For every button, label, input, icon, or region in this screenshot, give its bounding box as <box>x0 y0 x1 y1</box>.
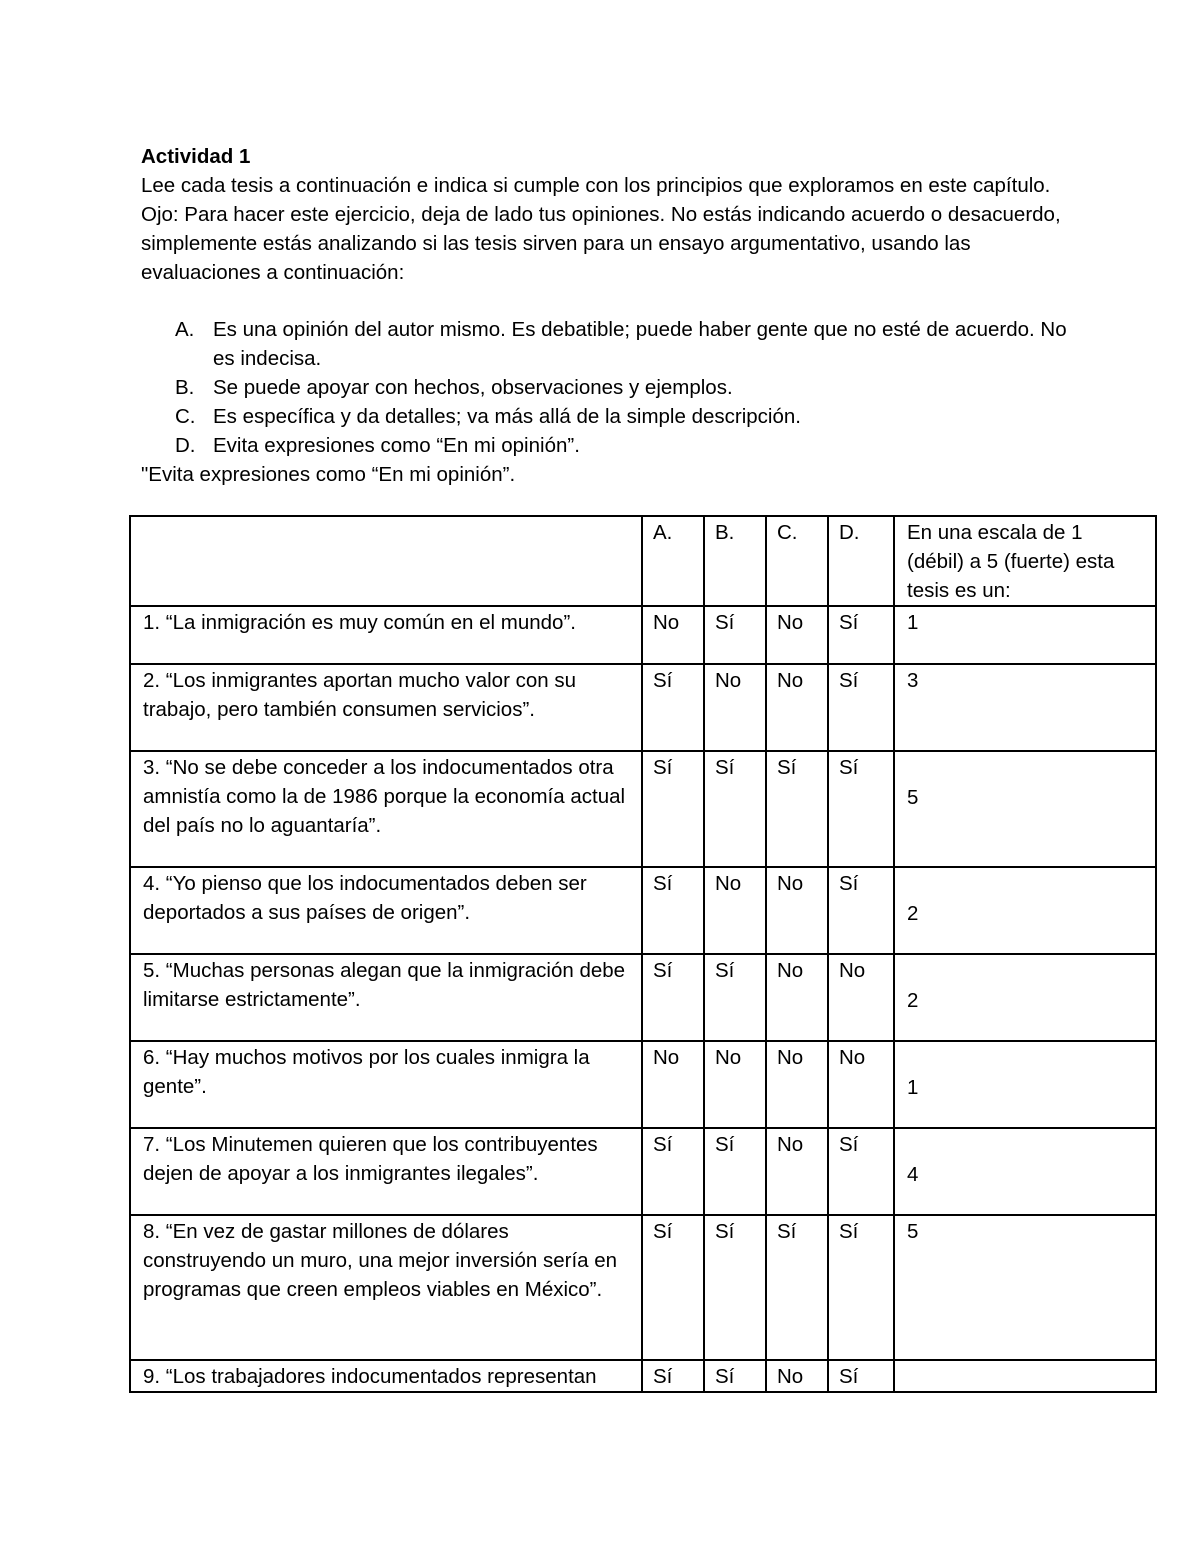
header-cell-a: A. <box>642 516 704 606</box>
thesis-cell: 6. “Hay muchos motivos por los cuales inmigra la gente”. <box>130 1041 642 1128</box>
answer-c-cell: No <box>766 954 828 1041</box>
answer-c-cell: No <box>766 1128 828 1215</box>
criteria-letter: D. <box>175 434 196 457</box>
answer-d-cell: Sí <box>828 664 894 751</box>
answer-d-cell: No <box>828 1041 894 1128</box>
criteria-text: Evita expresiones como “En mi opinión”. <box>213 434 580 457</box>
evaluation-table <box>129 515 1157 1393</box>
table-row <box>130 1215 1156 1360</box>
answer-d-cell: Sí <box>828 606 894 664</box>
score-value: 4 <box>907 1163 919 1186</box>
score-cell <box>894 751 1156 867</box>
answer-d-cell: Sí <box>828 751 894 867</box>
answer-b-cell: No <box>704 867 766 954</box>
answer-a-cell: Sí <box>642 867 704 954</box>
criteria-text: Es específica y da detalles; va más allá de la simple descripción. <box>213 405 801 428</box>
answer-b-cell: Sí <box>704 954 766 1041</box>
table-row <box>130 954 1156 1041</box>
criteria-item-b <box>141 373 1081 402</box>
answer-b-cell: No <box>704 1041 766 1128</box>
answer-a-cell: Sí <box>642 751 704 867</box>
header-cell-thesis <box>130 516 642 606</box>
answer-d-cell: Sí <box>828 1360 894 1392</box>
thesis-cell: 4. “Yo pienso que los indocumentados deben ser deportados a sus países de origen”. <box>130 867 642 954</box>
score-cell <box>894 1128 1156 1215</box>
header-cell-c: C. <box>766 516 828 606</box>
answer-d-cell: Sí <box>828 1215 894 1360</box>
score-cell <box>894 1041 1156 1128</box>
answer-b-cell: Sí <box>704 1215 766 1360</box>
answer-c-cell: No <box>766 1360 828 1392</box>
score-value: 2 <box>907 989 919 1012</box>
answer-d-cell: No <box>828 954 894 1041</box>
answer-b-cell: Sí <box>704 1360 766 1392</box>
thesis-cell: 7. “Los Minutemen quieren que los contribuyentes dejen de apoyar a los inmigrantes ilegales”. <box>130 1128 642 1215</box>
answer-a-cell: No <box>642 606 704 664</box>
criteria-letter: B. <box>175 376 195 399</box>
table-row <box>130 751 1156 867</box>
answer-c-cell: No <box>766 606 828 664</box>
thesis-cell: 2. “Los inmigrantes aportan mucho valor con su trabajo, pero también consumen servicios”. <box>130 664 642 751</box>
table-row <box>130 867 1156 954</box>
criteria-text: Es una opinión del autor mismo. Es debatible; puede haber gente que no esté de acuerdo. No es indecisa. <box>213 318 1067 370</box>
criteria-item-c <box>141 402 1081 431</box>
thesis-cell: 3. “No se debe conceder a los indocumentados otra amnistía como la de 1986 porque la economía actual del país no lo aguantaría”. <box>130 751 642 867</box>
score-cell <box>894 954 1156 1041</box>
table-row <box>130 1041 1156 1128</box>
criteria-text: Se puede apoyar con hechos, observaciones y ejemplos. <box>213 376 733 399</box>
answer-d-cell: Sí <box>828 1128 894 1215</box>
answer-a-cell: Sí <box>642 954 704 1041</box>
criteria-list <box>141 315 1081 460</box>
intro-section <box>141 142 1081 489</box>
criteria-item-d <box>141 431 1081 460</box>
answer-a-cell: Sí <box>642 1215 704 1360</box>
answer-b-cell: Sí <box>704 1128 766 1215</box>
header-cell-b: B. <box>704 516 766 606</box>
thesis-cell: 9. “Los trabajadores indocumentados representan <box>130 1360 642 1392</box>
activity-title: Actividad 1 <box>141 145 251 168</box>
thesis-cell: 5. “Muchas personas alegan que la inmigración debe limitarse estrictamente”. <box>130 954 642 1041</box>
repeated-criterion-line: "Evita expresiones como “En mi opinión”. <box>141 463 516 486</box>
answer-c-cell: Sí <box>766 1215 828 1360</box>
table-row <box>130 664 1156 751</box>
score-value: 2 <box>907 902 919 925</box>
score-value: 5 <box>907 786 919 809</box>
answer-a-cell: Sí <box>642 664 704 751</box>
answer-b-cell: No <box>704 664 766 751</box>
answer-b-cell: Sí <box>704 751 766 867</box>
instructions-paragraph: Lee cada tesis a continuación e indica si cumple con los principios que exploramos en este capítulo. Ojo: Para hacer este ejercicio, deja de lado tus opiniones. No estás indicando acuerdo o desacuerdo, simplemente estás analizando si las tesis sirven para un ensayo argumentativo, usando las evaluaciones a continuación: <box>141 174 1061 284</box>
answer-a-cell: Sí <box>642 1360 704 1392</box>
answer-c-cell: No <box>766 664 828 751</box>
criteria-item-a <box>141 315 1081 373</box>
answer-b-cell: Sí <box>704 606 766 664</box>
score-cell <box>894 1360 1156 1392</box>
criteria-letter: C. <box>175 405 196 428</box>
table-row <box>130 606 1156 664</box>
score-value: 1 <box>907 1076 919 1099</box>
table-header-row <box>130 516 1156 606</box>
score-cell: 1 <box>894 606 1156 664</box>
answer-a-cell: Sí <box>642 1128 704 1215</box>
score-cell <box>894 867 1156 954</box>
answer-c-cell: Sí <box>766 751 828 867</box>
thesis-cell: 1. “La inmigración es muy común en el mundo”. <box>130 606 642 664</box>
answer-a-cell: No <box>642 1041 704 1128</box>
score-cell: 5 <box>894 1215 1156 1360</box>
thesis-cell: 8. “En vez de gastar millones de dólares construyendo un muro, una mejor inversión sería en programas que creen empleos viables en México”. <box>130 1215 642 1360</box>
score-cell: 3 <box>894 664 1156 751</box>
header-cell-scale: En una escala de 1 (débil) a 5 (fuerte) esta tesis es un: <box>894 516 1156 606</box>
table-row <box>130 1128 1156 1215</box>
header-cell-d: D. <box>828 516 894 606</box>
answer-c-cell: No <box>766 867 828 954</box>
criteria-letter: A. <box>175 318 195 341</box>
answer-c-cell: No <box>766 1041 828 1128</box>
table-row <box>130 1360 1156 1392</box>
answer-d-cell: Sí <box>828 867 894 954</box>
